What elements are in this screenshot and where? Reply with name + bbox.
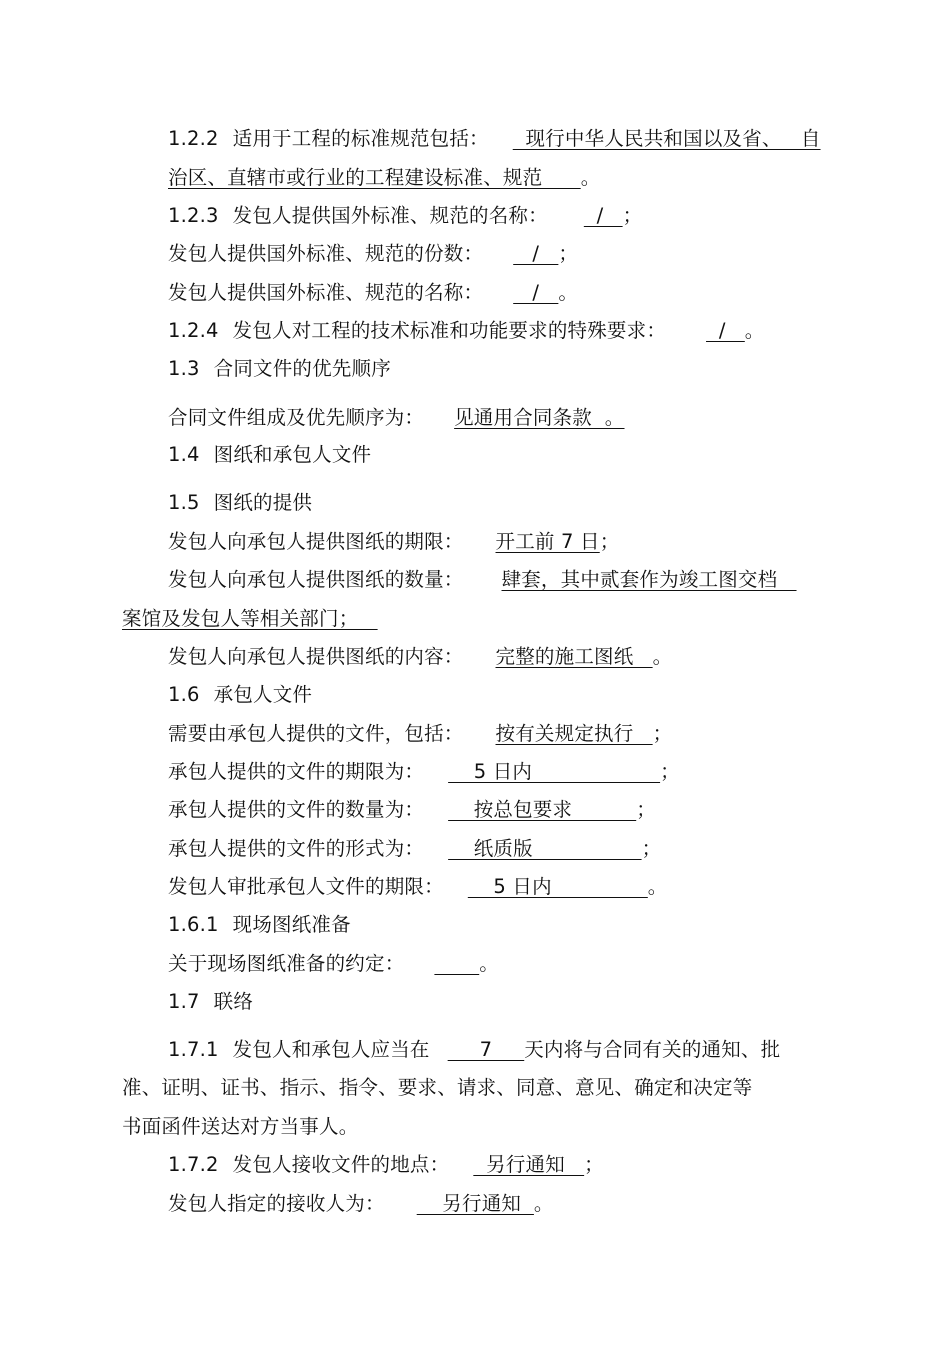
clause-text: 书面函件送达对方当事人。	[122, 1115, 359, 1138]
heading-text: 图纸的提供	[213, 491, 313, 514]
clause-text: 发包人提供国外标准、规范的份数：	[168, 242, 484, 265]
fill-in-value: /	[706, 319, 745, 342]
clause-text: 发包人审批承包人文件的期限：	[168, 875, 444, 898]
punctuation: ；	[622, 204, 643, 227]
clause-text: 准、证明、证书、指示、指令、要求、请求、同意、意见、确定和决定等	[122, 1076, 753, 1099]
fill-in-value: /	[513, 281, 559, 304]
heading-1-6-1	[168, 911, 351, 939]
line-drawing-content	[168, 643, 672, 671]
clause-number: 1.2.2	[168, 127, 219, 150]
heading-1-5	[168, 489, 312, 517]
fill-in-value: 7	[447, 1038, 525, 1061]
fill-in-value: 纸质版	[448, 837, 642, 860]
punctuation: 。	[533, 1192, 554, 1215]
fill-in-value: 另行通知	[473, 1153, 585, 1176]
heading-1-6	[168, 681, 312, 709]
line-1-2-2	[168, 125, 821, 153]
heading-text: 承包人文件	[213, 683, 313, 706]
punctuation: ；	[599, 530, 620, 553]
fill-in-value	[434, 952, 479, 975]
clause-text: 发包人和承包人应当在	[232, 1038, 430, 1061]
clause-number: 1.2.4	[168, 319, 219, 342]
line-contract-order	[168, 404, 625, 432]
punctuation: ；	[652, 722, 673, 745]
fill-in-value: /	[583, 204, 623, 227]
heading-text: 图纸和承包人文件	[213, 443, 372, 466]
heading-1-7	[168, 988, 253, 1016]
clause-text: 承包人提供的文件的形式为：	[168, 837, 425, 860]
line-1-2-4	[168, 317, 765, 345]
clause-number: 1.2.3	[168, 204, 219, 227]
punctuation: 。	[479, 952, 499, 975]
clause-number: 1.6	[168, 683, 200, 706]
line-drawing-deadline	[168, 528, 619, 556]
line-site-drawings	[168, 950, 499, 978]
punctuation: 。	[558, 281, 579, 304]
heading-1-3	[168, 355, 391, 383]
clause-number: 1.7.2	[168, 1153, 219, 1176]
line-foreign-copies	[168, 240, 578, 268]
fill-in-value: 按有关规定执行	[495, 722, 653, 745]
punctuation: ；	[660, 760, 680, 783]
heading-text: 联络	[213, 990, 254, 1013]
punctuation: ；	[636, 798, 656, 821]
clause-text: 适用于工程的标准规范包括：	[232, 127, 489, 150]
punctuation: 。	[744, 319, 765, 342]
fill-in-value: 另行通知	[416, 1192, 534, 1215]
clause-text: 合同文件组成及优先顺序为：	[168, 406, 425, 429]
punctuation: ；	[584, 1153, 604, 1176]
fill-in-value: 肆套，其中贰套作为竣工图交档	[501, 568, 797, 591]
line-1-7-2	[168, 1151, 604, 1179]
clause-number: 1.4	[168, 443, 200, 466]
clause-text: 承包人提供的文件的期限为：	[168, 760, 425, 783]
clause-text: 发包人指定的接收人为：	[168, 1192, 385, 1215]
fill-in-value: 现行中华人民共和国以及省、 自	[512, 127, 821, 150]
clause-text: 发包人对工程的技术标准和功能要求的特殊要求：	[232, 319, 667, 342]
clause-text: 发包人向承包人提供图纸的期限：	[168, 530, 464, 553]
fill-in-value: 见通用合同条款 。	[454, 406, 625, 429]
clause-number: 1.6.1	[168, 913, 219, 936]
line-1-2-2-cont	[168, 164, 600, 192]
clause-number: 1.3	[168, 357, 200, 380]
clause-number: 1.7.1	[168, 1038, 219, 1061]
fill-in-value: 开工前 7 日	[495, 530, 600, 553]
punctuation: 。	[580, 166, 601, 189]
line-approval-deadline	[168, 873, 668, 901]
line-required-docs	[168, 720, 672, 748]
clause-text: 承包人提供的文件的数量为：	[168, 798, 425, 821]
punctuation: 。	[647, 875, 668, 898]
fill-in-value: 案馆及发包人等相关部门；	[122, 607, 378, 630]
line-drawing-quantity-cont	[122, 605, 378, 633]
line-docs-format	[168, 835, 661, 863]
line-designated-receiver	[168, 1190, 554, 1218]
line-foreign-names	[168, 279, 578, 307]
clause-text: 发包人向承包人提供图纸的数量：	[168, 568, 464, 591]
clause-text: 发包人提供国外标准、规范的名称：	[232, 204, 548, 227]
clause-number: 1.7	[168, 990, 200, 1013]
fill-in-value: /	[513, 242, 559, 265]
line-docs-quantity	[168, 796, 656, 824]
line-1-7-1-cont-b	[122, 1113, 358, 1141]
heading-1-4	[168, 441, 371, 469]
line-1-2-3	[168, 202, 642, 230]
clause-text: 关于现场图纸准备的约定：	[168, 952, 405, 975]
clause-text: 发包人提供国外标准、规范的名称：	[168, 281, 484, 304]
fill-in-value: 完整的施工图纸	[495, 645, 653, 668]
clause-number: 1.5	[168, 491, 200, 514]
line-docs-deadline	[168, 758, 680, 786]
fill-in-value: 治区、直辖市或行业的工程建设标准、规范	[168, 166, 581, 189]
clause-text-tail: 天内将与合同有关的通知、批	[524, 1038, 781, 1061]
punctuation: ；	[641, 837, 662, 860]
punctuation: 。	[652, 645, 673, 668]
clause-text: 发包人接收文件的地点：	[232, 1153, 450, 1176]
line-1-7-1	[168, 1036, 780, 1064]
line-drawing-quantity	[168, 566, 797, 594]
heading-text: 现场图纸准备	[232, 913, 351, 936]
punctuation: ；	[558, 242, 579, 265]
line-1-7-1-cont-a	[122, 1074, 752, 1102]
clause-text: 需要由承包人提供的文件，包括：	[168, 722, 464, 745]
clause-text: 发包人向承包人提供图纸的内容：	[168, 645, 464, 668]
heading-text: 合同文件的优先顺序	[213, 357, 391, 380]
fill-in-value: 5 日内	[448, 760, 661, 783]
fill-in-value: 5 日内	[467, 875, 648, 898]
fill-in-value: 按总包要求	[448, 798, 637, 821]
